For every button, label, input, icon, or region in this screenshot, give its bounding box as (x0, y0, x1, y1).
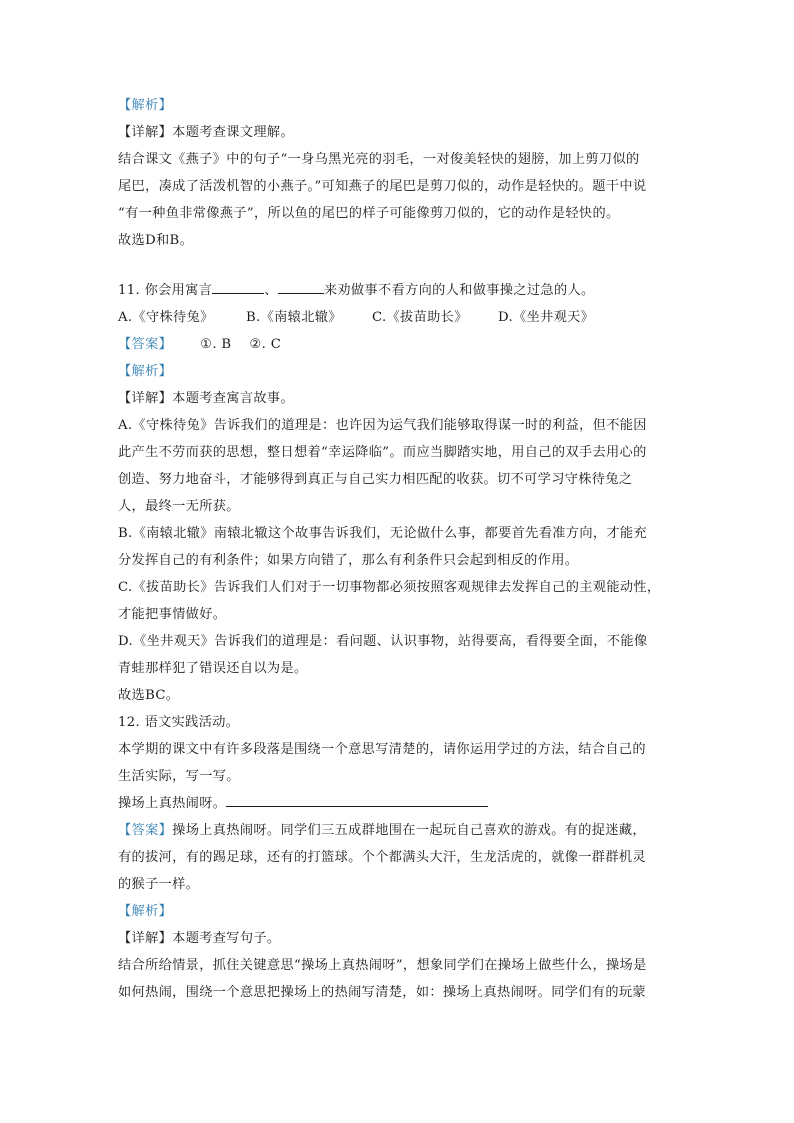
explanation-line: B.《南辕北辙》南辕北辙这个故事告诉我们，无论做什么事，都要首先看准方向，才能充 (118, 526, 648, 541)
detail-text: 本题考查寓言故事。 (172, 391, 294, 406)
explanation-line: 人，最终一无所获。 (118, 499, 240, 514)
detail-tag: 【详解】 (118, 125, 173, 140)
spacer (118, 254, 678, 277)
answer-line: 有的拔河，有的踢足球，还有的打篮球。个个都满头大汗，生龙活虎的，就像一群群机灵 (118, 850, 646, 865)
answer-1: ①. B (200, 337, 232, 352)
analysis-tag-line (118, 358, 678, 385)
explanation-line: 创造、努力地奋斗，才能够得到真正与自己实力相匹配的收获。切不可学习守株待兔之 (118, 472, 633, 487)
explanation-line: A.《守株待兔》告诉我们的道理是：也许因为运气我们能够取得谋一时的利益，但不能因 (118, 418, 647, 433)
question-12-title: 12. 语文实践活动。 (118, 715, 240, 730)
analysis-tag: 【解析】 (118, 98, 173, 113)
detail-line (118, 925, 678, 952)
analysis-tag-line (118, 92, 678, 119)
option-d: D.《坐井观天》 (498, 310, 595, 325)
answer-blank[interactable] (278, 278, 324, 294)
explanation-line: D.《坐井观天》告诉我们的道理是：看问题、认识事物，站得要高，看得要全面，不能像 (118, 634, 648, 649)
detail-text: 本题考查写句子。 (172, 931, 281, 946)
question-12-prompt: 操场上真热闹呀。 (118, 790, 678, 817)
detail-line (118, 385, 678, 412)
answer-blank[interactable] (226, 791, 488, 807)
answer-tag: 【答案】 (118, 823, 173, 838)
detail-tag: 【详解】 (118, 391, 173, 406)
explanation-line: 才能把事情做好。 (118, 607, 227, 622)
explanation-line: “有一种鱼非常像燕子”，所以鱼的尾巴的样子可能像剪刀似的，它的动作是轻快的。 (118, 206, 620, 221)
question-11-stem: 11. 你会用寓言 、 来劝做事不看方向的人和做事操之过急的人。 (118, 277, 678, 304)
explanation-line: C.《拔苗助长》告诉我们人们对于一切事物都必须按照客观规律去发挥自己的主观能动性， (118, 580, 661, 595)
explanation-line: 分发挥自己的有利条件；如果方向错了，那么有利条件只会起到相反的作用。 (118, 553, 579, 568)
explanation-line: 此产生不劳而获的思想，整日想着“幸运降临”。而应当脚踏实地，用自己的双手去用心的 (118, 445, 647, 460)
answer-blank[interactable] (212, 278, 264, 294)
answer-line (118, 331, 678, 358)
question-11-options (118, 304, 678, 331)
analysis-tag: 【解析】 (118, 904, 173, 919)
question-12-desc: 本学期的课文中有许多段落是围绕一个意思写清楚的，请你运用学过的方法，结合自己的 (118, 742, 646, 757)
detail-line (118, 119, 678, 146)
analysis-tag: 【解析】 (118, 364, 173, 379)
detail-tag: 【详解】 (118, 931, 173, 946)
analysis-tag-line (118, 898, 678, 925)
document-page (118, 92, 678, 1006)
explanation-line: 青蛙那样犯了错误还自以为是。 (118, 661, 308, 676)
explanation-line: 如何热闹，围绕一个意思把操场上的热闹写清楚，如：操场上真热闹呀。同学们有的玩蒙 (118, 985, 646, 1000)
answer-line: 的猴子一样。 (118, 877, 200, 892)
answer-line (118, 817, 678, 844)
explanation-line: 结合所给情景，抓住关键意思“操场上真热闹呀”，想象同学们在操场上做些什么，操场是 (118, 958, 647, 973)
detail-text: 本题考查课文理解。 (172, 125, 294, 140)
conclusion-line: 故选BC。 (118, 688, 180, 703)
answer-tag: 【答案】 (118, 337, 173, 352)
option-b: B.《南辕北辙》 (246, 310, 342, 325)
answer-2: ②. C (249, 337, 282, 352)
explanation-line: 结合课文《燕子》中的句子“一身乌黑光亮的羽毛，一对俊美轻快的翅膀，加上剪刀似的 (118, 152, 640, 167)
explanation-line: 尾巴，凑成了活泼机智的小燕子。”可知燕子的尾巴是剪刀似的，动作是轻快的。题干中说 (118, 179, 647, 194)
option-a: A.《守株待兔》 (118, 310, 214, 325)
question-12-desc: 生活实际，写一写。 (118, 769, 240, 784)
option-c: C.《拔苗助长》 (372, 310, 468, 325)
answer-text: 操场上真热闹呀。同学们三五成群地围在一起玩自己喜欢的游戏。有的捉迷藏， (172, 823, 646, 838)
conclusion-line: 故选D和B。 (118, 233, 194, 248)
